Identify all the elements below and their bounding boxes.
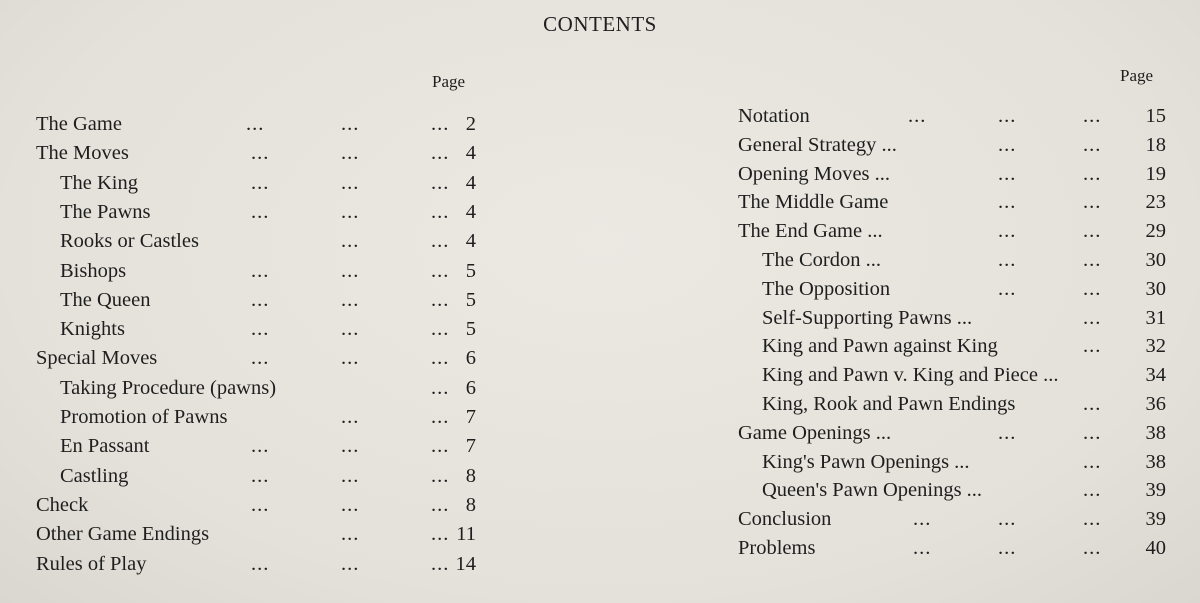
toc-entry-title: Conclusion bbox=[738, 508, 832, 531]
toc-entry bbox=[36, 257, 476, 285]
page-column-header-right: Page bbox=[1120, 66, 1154, 85]
dot-leader: ... bbox=[1083, 133, 1102, 156]
toc-entry bbox=[738, 217, 1166, 245]
dot-leader: ... bbox=[341, 318, 360, 341]
dot-leader: ... bbox=[431, 523, 450, 546]
dot-leader: ... bbox=[431, 288, 450, 311]
toc-entry bbox=[738, 476, 1166, 504]
dot-leader: ... bbox=[341, 171, 360, 194]
toc-entry-title: Opening Moves ... bbox=[738, 162, 891, 185]
toc-entry-page-number: 14 bbox=[455, 552, 476, 575]
toc-entry-title: The Cordon ... bbox=[762, 249, 881, 271]
toc-entry-page-number: 31 bbox=[1145, 306, 1166, 329]
dot-leader: ... bbox=[341, 435, 360, 458]
toc-entry-page-number: 4 bbox=[465, 142, 476, 165]
toc-entry bbox=[36, 198, 476, 226]
dot-leader: ... bbox=[431, 171, 450, 194]
dot-leader: ... bbox=[431, 552, 450, 575]
dot-leader: ... bbox=[998, 508, 1017, 531]
dot-leader: ... bbox=[251, 259, 270, 282]
dot-leader: ... bbox=[1083, 162, 1102, 185]
dot-leader: ... bbox=[998, 421, 1017, 444]
toc-entry bbox=[36, 139, 476, 167]
dot-leader: ... bbox=[251, 142, 270, 165]
toc-entry bbox=[738, 188, 1166, 216]
toc-entry bbox=[738, 246, 1166, 274]
toc-entry-title: Self-Supporting Pawns ... bbox=[762, 306, 973, 329]
dot-leader: ... bbox=[998, 220, 1017, 243]
dot-leader: ... bbox=[341, 142, 360, 165]
toc-entry-page-number: 34 bbox=[1145, 364, 1166, 387]
toc-entry bbox=[36, 315, 476, 343]
dot-leader: ... bbox=[341, 230, 360, 253]
toc-entry bbox=[738, 332, 1166, 360]
toc-entry-title: The End Game ... bbox=[738, 220, 883, 243]
dot-leader: ... bbox=[251, 435, 270, 458]
toc-entry-page-number: 6 bbox=[465, 347, 476, 370]
dot-leader: ... bbox=[998, 105, 1017, 127]
toc-entry-title: Rooks or Castles bbox=[60, 230, 199, 253]
toc-entry-page-number: 4 bbox=[465, 200, 476, 223]
dot-leader: ... bbox=[1083, 191, 1102, 214]
toc-entry-page-number: 4 bbox=[465, 171, 476, 194]
toc-entry bbox=[738, 102, 1166, 130]
dot-leader: ... bbox=[341, 493, 360, 516]
dot-leader: ... bbox=[251, 464, 270, 487]
dot-leader: ... bbox=[251, 288, 270, 311]
dot-leader: ... bbox=[998, 191, 1017, 214]
toc-entry-title: King's Pawn Openings ... bbox=[762, 450, 970, 473]
toc-entry bbox=[36, 432, 476, 460]
toc-entry-title: Promotion of Pawns bbox=[60, 406, 228, 428]
toc-entry-page-number: 8 bbox=[465, 464, 476, 487]
dot-leader: ... bbox=[341, 347, 360, 370]
toc-entry bbox=[36, 169, 476, 197]
toc-entry-page-number: 7 bbox=[465, 406, 476, 428]
dot-leader: ... bbox=[913, 508, 932, 531]
dot-leader: ... bbox=[998, 133, 1017, 156]
toc-entry-page-number: 8 bbox=[465, 493, 476, 516]
toc-entry-page-number: 5 bbox=[465, 259, 476, 282]
dot-leader: ... bbox=[1083, 277, 1102, 300]
toc-entry bbox=[738, 131, 1166, 159]
toc-entry-page-number: 19 bbox=[1145, 162, 1166, 185]
toc-entry-page-number: 38 bbox=[1145, 450, 1166, 473]
toc-entry bbox=[36, 374, 476, 402]
toc-entry-page-number: 15 bbox=[1145, 105, 1166, 127]
toc-entry-page-number: 29 bbox=[1145, 220, 1166, 243]
dot-leader: ... bbox=[431, 113, 450, 135]
toc-entry-page-number: 2 bbox=[465, 113, 476, 135]
toc-entry-page-number: 18 bbox=[1145, 133, 1166, 156]
toc-entry bbox=[738, 275, 1166, 303]
dot-leader: ... bbox=[431, 142, 450, 165]
dot-leader: ... bbox=[998, 277, 1017, 300]
dot-leader: ... bbox=[908, 105, 927, 127]
toc-entry-title: En Passant bbox=[60, 435, 150, 458]
contents-left-column bbox=[36, 110, 476, 580]
dot-leader: ... bbox=[431, 493, 450, 516]
toc-entry bbox=[738, 304, 1166, 332]
toc-entry-page-number: 23 bbox=[1145, 191, 1166, 214]
dot-leader: ... bbox=[341, 552, 360, 575]
toc-entry bbox=[738, 361, 1166, 389]
toc-entry-title: Castling bbox=[60, 464, 129, 487]
toc-entry-page-number: 5 bbox=[465, 288, 476, 311]
toc-entry bbox=[738, 448, 1166, 476]
dot-leader: ... bbox=[251, 347, 270, 370]
dot-leader: ... bbox=[431, 347, 450, 370]
toc-entry bbox=[36, 462, 476, 490]
dot-leader: ... bbox=[998, 537, 1017, 559]
dot-leader: ... bbox=[1083, 479, 1102, 502]
toc-entry-title: The Middle Game bbox=[738, 191, 889, 214]
toc-entry bbox=[36, 491, 476, 519]
toc-entry-page-number: 4 bbox=[465, 230, 476, 253]
toc-entry-page-number: 6 bbox=[465, 376, 476, 399]
dot-leader: ... bbox=[1083, 220, 1102, 243]
toc-entry bbox=[738, 505, 1166, 533]
toc-entry bbox=[738, 160, 1166, 188]
dot-leader: ... bbox=[1083, 508, 1102, 531]
toc-entry bbox=[36, 227, 476, 255]
toc-entry-title: Check bbox=[36, 493, 89, 516]
toc-entry-title: Other Game Endings bbox=[36, 523, 210, 546]
toc-entry-title: Rules of Play bbox=[36, 552, 147, 575]
toc-entry-title: The Moves bbox=[36, 142, 129, 165]
toc-entry-title: Taking Procedure (pawns) bbox=[60, 376, 277, 399]
dot-leader: ... bbox=[998, 249, 1017, 271]
toc-entry-title: The Game bbox=[36, 113, 122, 135]
dot-leader: ... bbox=[341, 200, 360, 223]
toc-entry-page-number: 30 bbox=[1145, 277, 1166, 300]
toc-entry bbox=[738, 419, 1166, 447]
dot-leader: ... bbox=[341, 464, 360, 487]
toc-entry bbox=[738, 534, 1166, 562]
toc-entry-title: General Strategy ... bbox=[738, 133, 897, 156]
toc-entry-title: King and Pawn against King bbox=[762, 335, 998, 358]
dot-leader: ... bbox=[251, 318, 270, 341]
dot-leader: ... bbox=[431, 406, 450, 428]
dot-leader: ... bbox=[431, 376, 450, 399]
toc-entry-title: Notation bbox=[738, 105, 810, 127]
toc-entry-title: The Queen bbox=[60, 288, 151, 311]
dot-leader: ... bbox=[251, 200, 270, 223]
toc-entry-title: Problems bbox=[738, 537, 816, 559]
page-column-header-left: Page bbox=[432, 72, 466, 91]
contents-right-column bbox=[738, 102, 1166, 562]
toc-entry-page-number: 5 bbox=[465, 318, 476, 341]
dot-leader: ... bbox=[341, 113, 360, 135]
dot-leader: ... bbox=[431, 435, 450, 458]
dot-leader: ... bbox=[913, 537, 932, 559]
dot-leader: ... bbox=[431, 464, 450, 487]
dot-leader: ... bbox=[1083, 306, 1102, 329]
dot-leader: ... bbox=[1083, 105, 1102, 127]
toc-entry-title: Bishops bbox=[60, 259, 127, 282]
contents-title: CONTENTS bbox=[543, 12, 657, 36]
dot-leader: ... bbox=[1083, 393, 1102, 415]
dot-leader: ... bbox=[1083, 450, 1102, 473]
toc-entry-page-number: 39 bbox=[1145, 479, 1166, 502]
dot-leader: ... bbox=[998, 162, 1017, 185]
toc-entry-page-number: 11 bbox=[456, 523, 476, 546]
dot-leader: ... bbox=[1083, 537, 1102, 559]
toc-entry-page-number: 7 bbox=[465, 435, 476, 458]
dot-leader: ... bbox=[341, 288, 360, 311]
toc-entry bbox=[36, 403, 476, 431]
dot-leader: ... bbox=[251, 493, 270, 516]
dot-leader: ... bbox=[1083, 421, 1102, 444]
toc-entry-title: The King bbox=[60, 171, 138, 194]
toc-entry bbox=[36, 344, 476, 372]
toc-entry-page-number: 40 bbox=[1145, 537, 1166, 559]
dot-leader: ... bbox=[431, 318, 450, 341]
dot-leader: ... bbox=[431, 259, 450, 282]
toc-entry-page-number: 38 bbox=[1145, 421, 1166, 444]
dot-leader: ... bbox=[251, 171, 270, 194]
toc-entry bbox=[36, 550, 476, 578]
dot-leader: ... bbox=[341, 259, 360, 282]
toc-entry-title: King and Pawn v. King and Piece ... bbox=[762, 364, 1059, 387]
dot-leader: ... bbox=[251, 552, 270, 575]
toc-entry bbox=[36, 110, 476, 138]
toc-entry bbox=[738, 390, 1166, 418]
toc-entry bbox=[36, 520, 476, 548]
toc-entry-page-number: 32 bbox=[1145, 335, 1166, 358]
toc-entry-title: Queen's Pawn Openings ... bbox=[762, 479, 983, 502]
dot-leader: ... bbox=[341, 406, 360, 428]
dot-leader: ... bbox=[1083, 249, 1102, 271]
toc-entry-title: The Pawns bbox=[60, 200, 151, 223]
dot-leader: ... bbox=[431, 200, 450, 223]
toc-entry-page-number: 30 bbox=[1145, 249, 1166, 271]
toc-entry-title: King, Rook and Pawn Endings bbox=[762, 393, 1016, 415]
toc-entry bbox=[36, 286, 476, 314]
dot-leader: ... bbox=[1083, 335, 1102, 358]
dot-leader: ... bbox=[431, 230, 450, 253]
dot-leader: ... bbox=[246, 113, 265, 135]
toc-entry-page-number: 36 bbox=[1145, 393, 1166, 415]
toc-entry-title: Knights bbox=[60, 318, 125, 341]
toc-entry-title: The Opposition bbox=[762, 277, 891, 300]
toc-entry-page-number: 39 bbox=[1145, 508, 1166, 531]
toc-entry-title: Special Moves bbox=[36, 347, 158, 370]
dot-leader: ... bbox=[341, 523, 360, 546]
toc-entry-title: Game Openings ... bbox=[738, 421, 892, 444]
